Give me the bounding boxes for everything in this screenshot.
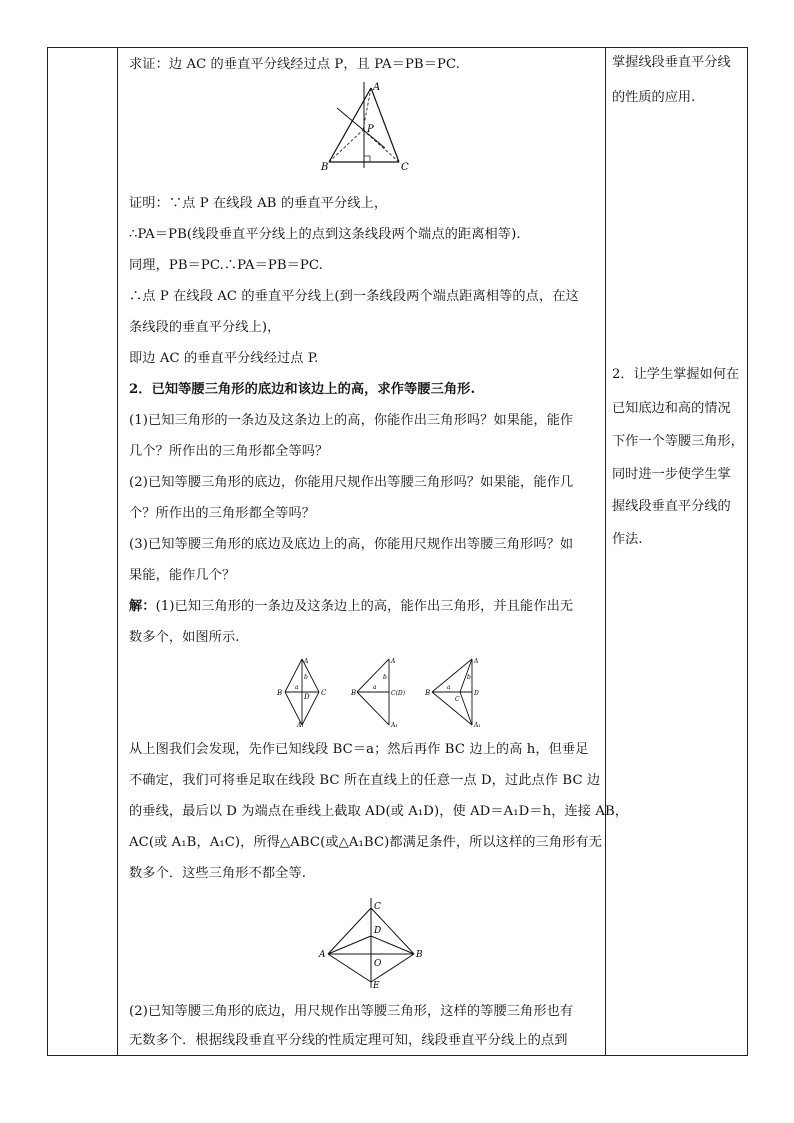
label-A1: A₁ <box>474 722 481 729</box>
text-line: 数多个．这些三角形不都全等. <box>129 866 307 881</box>
section-heading: 2．已知等腰三角形的底边和该边上的高，求作等腰三角形. <box>129 382 476 397</box>
label-B: B <box>416 950 423 960</box>
text-line: 不确定，我们可将垂足取在线段 BC 所在直线上的任意一点 D，过此点作 BC 边 <box>129 773 601 788</box>
text-line: 个？所作出的三角形都全等吗？ <box>129 506 316 521</box>
label-A: A <box>304 658 309 665</box>
note-line: 的性质的应用. <box>612 90 696 105</box>
label-P: P <box>367 124 374 135</box>
note-line: 作法. <box>612 532 643 547</box>
figure-three-triangles <box>277 655 507 730</box>
figure-triangle-bisectors <box>319 80 434 175</box>
text-line: 的垂线，最后以 D 为端点在垂线上截取 AD(或 A₁D)，使 AD＝A₁D＝h，连接 AB， <box>129 804 629 819</box>
label-a: a <box>447 684 451 691</box>
label-D: D <box>474 690 479 697</box>
label-O: O <box>374 959 382 969</box>
text-line: (1)已知三角形的一条边及这条边上的高，你能作出三角形吗？如果能，能作 <box>129 413 574 428</box>
text-line: 即边 AC 的垂直平分线经过点 P. <box>129 351 319 366</box>
text-line: 数多个，如图所示. <box>129 630 240 645</box>
note-line: 握线段垂直平分线的 <box>612 499 731 514</box>
text-line: 几个？所作出的三角形都全等吗？ <box>129 444 329 459</box>
note-line: 下作一个等腰三角形， <box>612 434 744 449</box>
label-A: A <box>474 658 479 665</box>
label-A1: A₁ <box>297 722 304 729</box>
label-B: B <box>425 689 431 697</box>
label-A: A <box>373 82 381 93</box>
label-C: C <box>374 902 381 912</box>
label-a: a <box>295 684 299 691</box>
text-line: 求证：边 AC 的垂直平分线经过点 P，且 PA＝PB＝PC. <box>129 57 460 72</box>
text-line: ∴点 P 在线段 AC 的垂直平分线上(到一条线段两个端点距离相等的点，在这 <box>129 289 579 304</box>
text-line: (2)已知等腰三角形的底边，用尺规作出等腰三角形，这样的等腰三角形也有 <box>129 1004 574 1019</box>
text-line: 证明：∵点 P 在线段 AB 的垂直平分线上， <box>129 196 388 211</box>
label-A1: A₁ <box>391 722 398 729</box>
label-A: A <box>391 658 396 665</box>
label-E: E <box>373 981 380 991</box>
text-line: 从上图我们会发现，先作已知线段 BC＝a；然后再作 BC 边上的高 h，但垂足 <box>129 742 589 757</box>
text-line: (3)已知等腰三角形的底边及底边上的高，你能用尺规作出等腰三角形吗？如 <box>129 537 574 552</box>
label-C: C <box>455 696 460 703</box>
text-line: (2)已知等腰三角形的底边，你能用尺规作出等腰三角形吗？如果能，能作几 <box>129 475 574 490</box>
text-line: ∴PA＝PB(线段垂直平分线上的点到这条线段两个端点的距离相等). <box>129 227 521 242</box>
solution-text: (1)已知三角形的一条边及这条边上的高，能作出三角形，并且能作出无 <box>155 599 574 614</box>
note-line: 掌握线段垂直平分线 <box>612 55 731 70</box>
label-A: A <box>319 950 326 960</box>
text-line: 无数多个．根据线段垂直平分线的性质定理可知，线段垂直平分线上的点到 <box>129 1033 568 1048</box>
text-line: 果能，能作几个？ <box>129 568 236 583</box>
label-b: b <box>304 674 308 681</box>
text-line: 条线段的垂直平分线上)， <box>129 320 281 335</box>
label-B: B <box>277 689 283 697</box>
column-divider-1 <box>117 48 118 1055</box>
label-C: C <box>401 162 409 173</box>
label-CD: C(D) <box>391 690 406 697</box>
label-D: D <box>374 926 382 936</box>
label-b: b <box>383 674 387 681</box>
note-line: 同时进一步使学生掌 <box>612 467 731 482</box>
lesson-table <box>47 47 748 1056</box>
label-b: b <box>467 674 471 681</box>
note-line: 已知底边和高的情况 <box>612 401 731 416</box>
label-B: B <box>351 689 357 697</box>
note-line: 2．让学生掌握如何在 <box>612 367 740 382</box>
label-C: C <box>321 689 327 697</box>
figure-rhombus <box>316 896 426 991</box>
text-line: AC(或 A₁B，A₁C)，所得△ABC(或△A₁BC)都满足条件，所以这样的三角形有无 <box>129 835 602 850</box>
text-line: 同理，PB＝PC.∴PA＝PB＝PC. <box>129 258 323 273</box>
label-a: a <box>373 684 377 691</box>
solution-label: 解： <box>129 599 156 614</box>
label-D: D <box>304 693 310 701</box>
label-B: B <box>321 162 329 173</box>
text-line <box>129 591 573 622</box>
column-divider-2 <box>605 48 606 1055</box>
